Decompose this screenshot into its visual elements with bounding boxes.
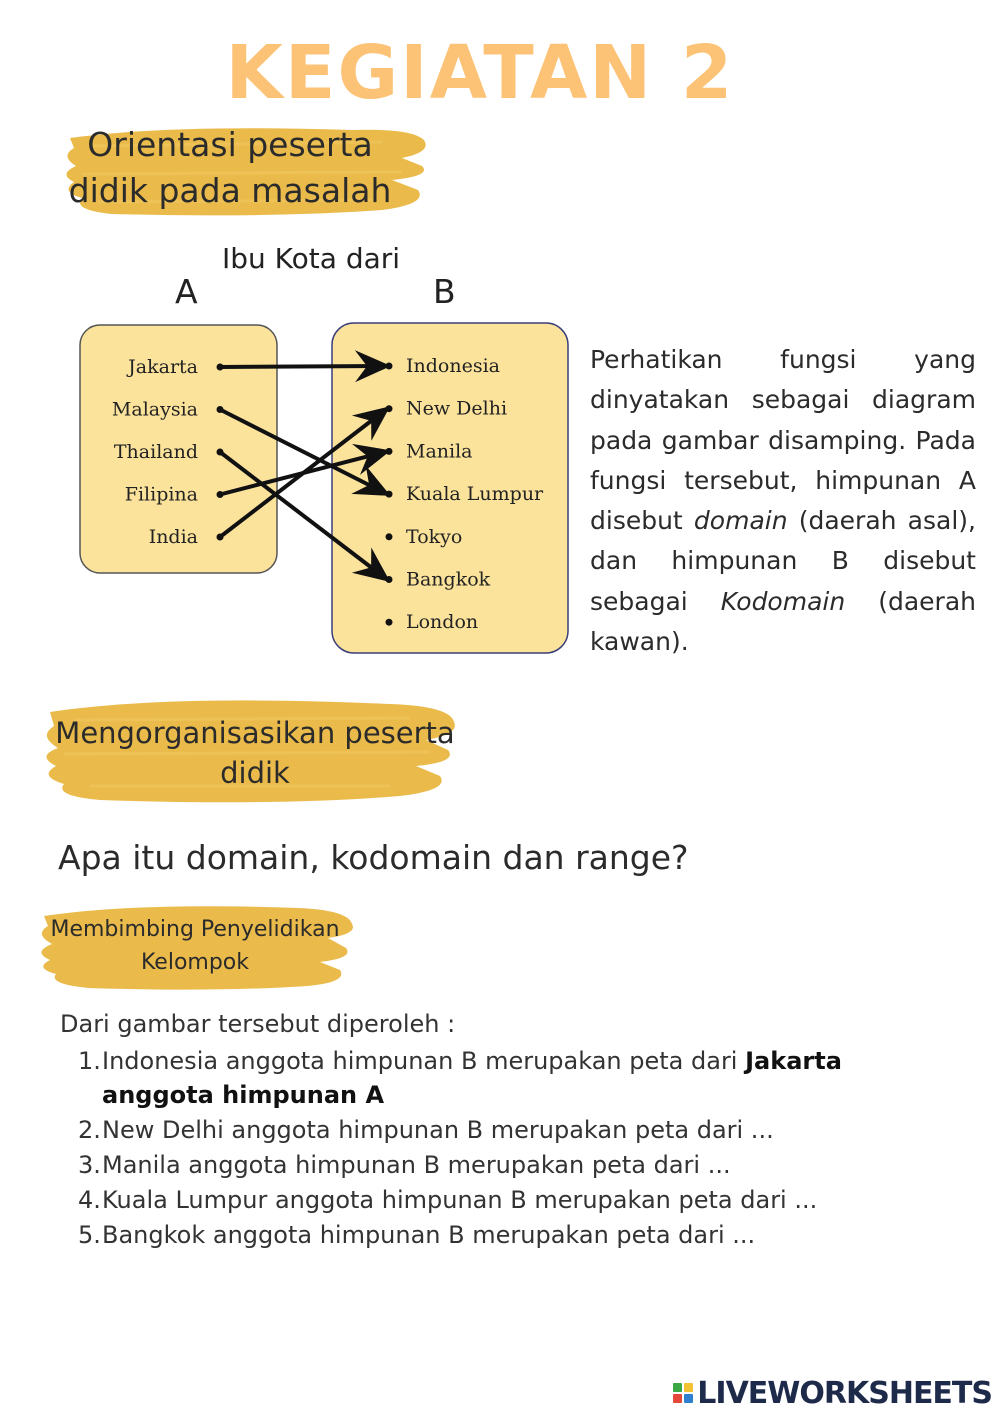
kodomain-term: Kodomain xyxy=(720,586,846,616)
step-item xyxy=(60,1044,940,1112)
set-b-element: Indonesia xyxy=(406,355,500,377)
set-b-dot xyxy=(386,533,393,540)
domain-term: domain xyxy=(693,506,788,536)
step-item xyxy=(60,1183,940,1217)
step-number: 5. xyxy=(78,1221,101,1249)
set-a-element: Filipina xyxy=(124,483,198,506)
section-label-line: Orientasi peserta xyxy=(87,125,373,164)
section-label-line: Mengorganisasikan peserta xyxy=(55,716,455,750)
logo-mark xyxy=(673,1383,693,1403)
set-b-element: London xyxy=(406,611,479,634)
liveworksheets-logo xyxy=(673,1376,992,1410)
page-title: KEGIATAN 2 xyxy=(225,30,735,116)
step-text: Indonesia anggota himpunan B merupakan peta dari xyxy=(102,1047,746,1075)
step-number: 1. xyxy=(78,1047,101,1075)
set-a-element: India xyxy=(148,526,198,548)
set-b-element: Tokyo xyxy=(406,525,463,548)
explanation-text: (daerah asal), dan himpunan B disebut sebagai xyxy=(590,506,976,616)
step-number: 3. xyxy=(78,1151,101,1179)
set-b-element: Bangkok xyxy=(406,568,491,591)
set-b-dot xyxy=(386,619,393,626)
step-text: Bangkok anggota himpunan B merupakan peta dari ... xyxy=(102,1221,756,1249)
section-label-membimbing xyxy=(40,913,350,979)
set-a-label: A xyxy=(175,272,198,311)
set-b-label: B xyxy=(433,272,456,311)
set-b-element: Kuala Lumpur xyxy=(406,483,544,506)
step-text: New Delhi anggota himpunan B merupakan peta dari ... xyxy=(102,1116,774,1144)
step-text: Manila anggota himpunan B merupakan peta dari ... xyxy=(102,1151,731,1179)
arrow-diagram xyxy=(70,315,580,660)
steps-list xyxy=(60,1044,940,1253)
set-a-element: Thailand xyxy=(113,441,198,463)
section-label-line: didik xyxy=(220,756,290,790)
explanation-text: (daerah kawan). xyxy=(590,586,976,657)
set-b-element: Manila xyxy=(406,440,473,463)
step-item xyxy=(60,1148,940,1182)
section-label-mengorganisasikan xyxy=(50,713,460,793)
mapping-arrow xyxy=(220,366,387,367)
set-b-element: New Delhi xyxy=(406,397,508,420)
explanation-text: Perhatikan fungsi yang dinyatakan sebagai diagram pada gambar disamping. Pada fungsi tersebut, himpunan A disebut xyxy=(590,345,976,536)
explanation-paragraph xyxy=(590,340,976,662)
section-label-line: didik pada masalah xyxy=(68,171,392,210)
brand-name: LIVEWORKSHEETS xyxy=(697,1375,992,1411)
relation-label: Ibu Kota dari xyxy=(222,242,401,275)
step-answer: Jakarta anggota himpunan A xyxy=(102,1047,842,1109)
step-text: Kuala Lumpur anggota himpunan B merupakan peta dari ... xyxy=(102,1186,818,1214)
set-a-element: Jakarta xyxy=(128,356,198,378)
step-item xyxy=(60,1113,940,1147)
section-label-line: Kelompok xyxy=(140,950,250,975)
set-a-element: Malaysia xyxy=(111,398,198,421)
step-item xyxy=(60,1218,940,1252)
step-number: 4. xyxy=(78,1186,101,1214)
question-heading: Apa itu domain, kodomain dan range? xyxy=(58,838,689,877)
section-label-orientasi xyxy=(60,122,400,214)
step-number: 2. xyxy=(78,1116,101,1144)
section-label-line: Membimbing Penyelidikan xyxy=(50,917,340,942)
intro-text: Dari gambar tersebut diperoleh : xyxy=(60,1010,456,1038)
